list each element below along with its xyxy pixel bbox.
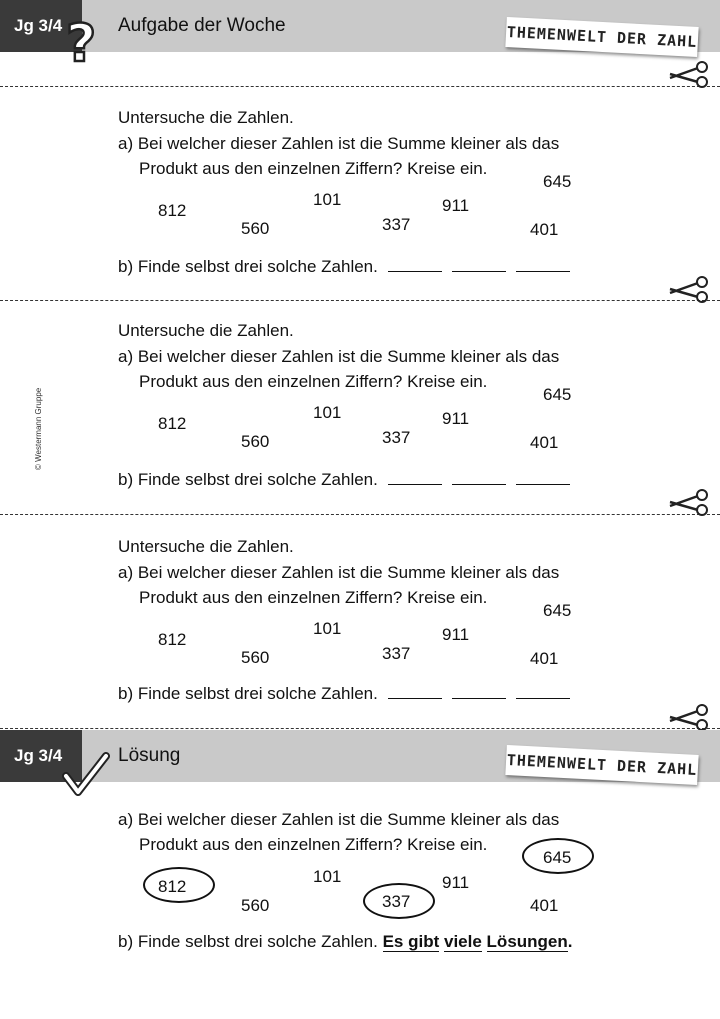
task-a-line2: Produkt aus den einzelnen Ziffern? Kreise ein. (139, 159, 488, 178)
task-section (0, 529, 720, 729)
number-401: 401 (530, 649, 559, 668)
cut-line (0, 514, 720, 515)
scissors-icon (668, 703, 710, 731)
number-911: 911 (442, 196, 470, 215)
task-intro: Untersuche die Zahlen. (118, 537, 294, 556)
number-560: 560 (241, 432, 270, 451)
solution-b-text: b) Finde selbst drei solche Zahlen. (118, 932, 378, 951)
solution-a-line2: Produkt aus den einzelnen Ziffern? Kreise ein. (139, 835, 488, 854)
copyright-text: © Westermann Gruppe (34, 387, 43, 470)
task-a-line1: a) Bei welcher dieser Zahlen ist die Summe kleiner als das (118, 134, 560, 153)
task-intro: Untersuche die Zahlen. (118, 108, 294, 127)
number-337: 337 (382, 892, 411, 911)
themenwelt-badge: THEMENWELT DER ZAHL (505, 745, 698, 785)
cut-line (0, 728, 720, 729)
task-a-line2: Produkt aus den einzelnen Ziffern? Kreise ein. (139, 588, 488, 607)
number-401: 401 (530, 896, 559, 915)
number-337: 337 (382, 428, 411, 447)
number-812: 812 (158, 201, 187, 220)
number-337: 337 (382, 644, 411, 663)
task-b-text: b) Finde selbst drei solche Zahlen. (118, 684, 378, 703)
number-812: 812 (158, 877, 187, 896)
cut-line (0, 86, 720, 87)
question-mark-icon: ? (66, 14, 97, 74)
task-b-line (118, 257, 570, 277)
solution-title: Lösung (118, 745, 181, 766)
solution-a-line1: a) Bei welcher dieser Zahlen ist die Summe kleiner als das (118, 810, 560, 829)
task-a-line1: a) Bei welcher dieser Zahlen ist die Summe kleiner als das (118, 563, 560, 582)
number-645: 645 (543, 601, 572, 620)
task-a-line1: a) Bei welcher dieser Zahlen ist die Summe kleiner als das (118, 347, 560, 366)
answer-part-1: Es gibt (382, 932, 440, 951)
page-title: Aufgabe der Woche (118, 15, 286, 36)
cut-line (0, 300, 720, 301)
answer-blank[interactable] (516, 684, 570, 699)
themenwelt-badge: THEMENWELT DER ZAHL (505, 17, 698, 57)
task-b-line (118, 470, 570, 490)
number-645: 645 (543, 172, 572, 191)
grade-label: Jg 3/4 (0, 0, 82, 52)
number-911: 911 (442, 625, 470, 644)
number-911: 911 (442, 873, 470, 892)
answer-blank[interactable] (452, 684, 506, 699)
number-645: 645 (543, 848, 572, 867)
task-b-text: b) Finde selbst drei solche Zahlen. (118, 257, 378, 276)
answer-end: . (567, 932, 573, 951)
task-intro: Untersuche die Zahlen. (118, 321, 294, 340)
number-812: 812 (158, 414, 187, 433)
number-560: 560 (241, 896, 270, 915)
answer-part-3: Lösungen (486, 932, 568, 951)
number-101: 101 (313, 403, 342, 422)
answer-blank[interactable] (516, 257, 570, 272)
scissors-icon (668, 275, 710, 303)
answer-blank[interactable] (388, 257, 442, 272)
number-101: 101 (313, 190, 342, 209)
solution-b-line (118, 932, 573, 952)
answer-blank[interactable] (452, 257, 506, 272)
task-b-text: b) Finde selbst drei solche Zahlen. (118, 470, 378, 489)
task-section (0, 313, 720, 513)
number-401: 401 (530, 433, 559, 452)
number-560: 560 (241, 219, 270, 238)
answer-blank[interactable] (388, 684, 442, 699)
grade-label: Jg 3/4 (0, 730, 82, 782)
scissors-icon (668, 488, 710, 516)
scissors-icon (668, 60, 710, 88)
task-section (0, 100, 720, 300)
task-b-line (118, 684, 570, 704)
number-101: 101 (313, 867, 342, 886)
number-645: 645 (543, 385, 572, 404)
number-101: 101 (313, 619, 342, 638)
number-812: 812 (158, 630, 187, 649)
answer-blank[interactable] (452, 470, 506, 485)
solution-section (0, 785, 720, 985)
answer-part-2: viele (444, 932, 482, 951)
number-911: 911 (442, 409, 470, 428)
number-560: 560 (241, 648, 270, 667)
number-337: 337 (382, 215, 411, 234)
number-401: 401 (530, 220, 559, 239)
answer-blank[interactable] (516, 470, 570, 485)
task-a-line2: Produkt aus den einzelnen Ziffern? Kreise ein. (139, 372, 488, 391)
answer-blank[interactable] (388, 470, 442, 485)
